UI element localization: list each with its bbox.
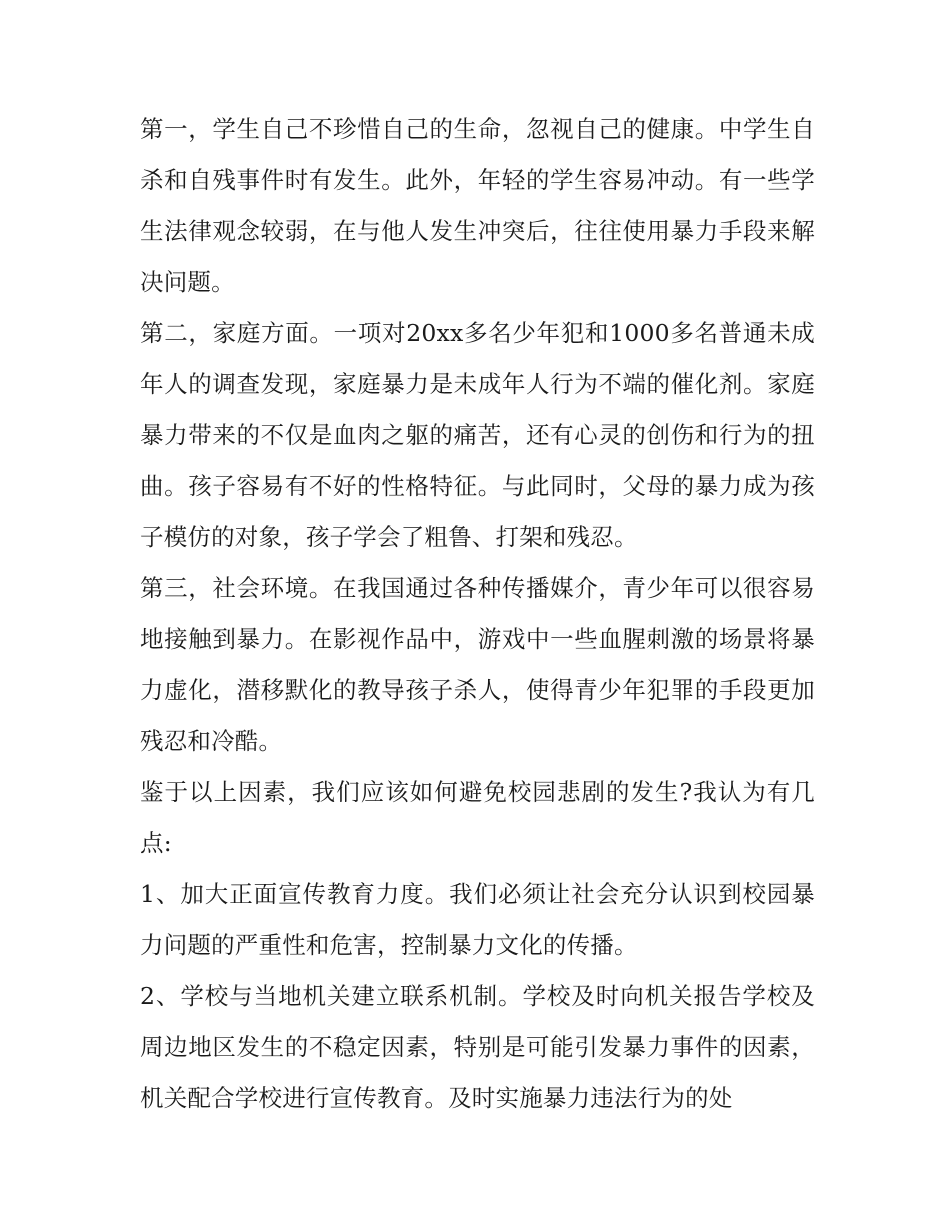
paragraph-social-environment: 第三，社会环境。在我国通过各种传播媒介，青少年可以很容易地接触到暴力。在影视作品中，游戏中一些血腥刺激的场景将暴力虚化，潜移默化的教导孩子杀人，使得青少年犯罪的手段更加残忍和冷酷。 xyxy=(140,574,815,755)
paragraph-measure-1: 1、加大正面宣传教育力度。我们必须让社会充分认识到校园暴力问题的严重性和危害，控制暴力文化的传播。 xyxy=(140,880,815,959)
paragraph-family-factors: 第二，家庭方面。一项对20xx多名少年犯和1000多名普通未成年人的调查发现，家庭暴力是未成年人行为不端的催化剂。家庭暴力带来的不仅是血肉之躯的痛苦，还有心灵的创伤和行为的扭曲。孩子容易有不好的性格特征。与此同时，父母的暴力成为孩子模仿的对象，孩子学会了粗鲁、打架和残忍。 xyxy=(140,319,815,551)
paragraph-prevention-intro: 鉴于以上因素，我们应该如何避免校园悲剧的发生?我认为有几点: xyxy=(140,778,815,857)
paragraph-student-factors: 第一，学生自己不珍惜自己的生命，忽视自己的健康。中学生自杀和自残事件时有发生。此外，年轻的学生容易冲动。有一些学生法律观念较弱，在与他人发生冲突后，往往使用暴力手段来解决问题。 xyxy=(140,115,815,296)
document-body xyxy=(140,104,815,1124)
paragraph-measure-2: 2、学校与当地机关建立联系机制。学校及时向机关报告学校及周边地区发生的不稳定因素，特别是可能引发暴力事件的因素，机关配合学校进行宣传教育。及时实施暴力违法行为的处 xyxy=(140,982,815,1112)
